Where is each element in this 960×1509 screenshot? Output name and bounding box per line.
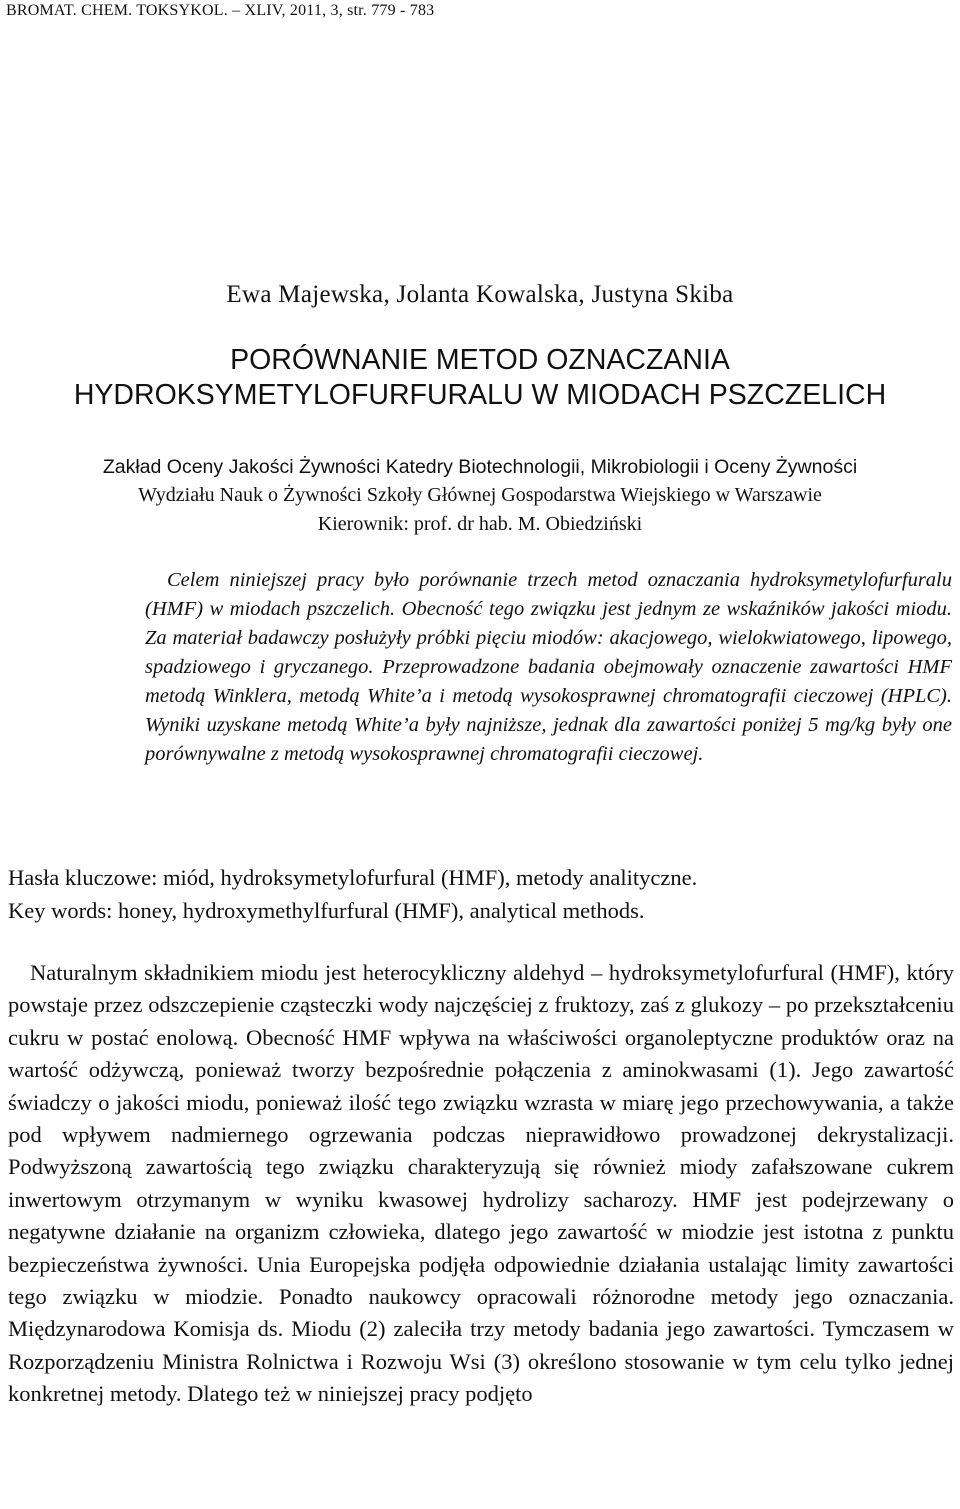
running-head: BROMAT. CHEM. TOKSYKOL. – XLIV, 2011, 3, str. 779 - 783 (6, 2, 435, 19)
head-of-department: Kierownik: prof. dr hab. M. Obiedziński (317, 513, 643, 535)
body-text (8, 957, 954, 1411)
body-paragraph: Naturalnym składnikiem miodu jest heterocykliczny aldehyd – hydroksymetylofurfural (HMF), który powstaje przez odszczepienie cząsteczki wody najczęściej z fruktozy, zaś z glukozy – po przekształceniu cukru w postać enolową. Obecność HMF wpływa na właściwości organoleptyczne produktów oraz na wartość odżywczą, ponieważ tworzy bezpośrednie połączenia z aminokwasami (1). Jego zawartość świadczy o jakości miodu, ponieważ ilość tego związku wzrasta w miarę jego przechowywania, a także pod wpływem nadmiernego ogrzewania podczas nieprawidłowo prowadzonej dekrystalizacji. Podwyższoną zawartością tego związku charakteryzują się również miody zafałszowane cukrem inwertowym otrzymanym w wyniku kwasowej hydrolizy sacharozy. HMF jest podejrzewany o negatywne działanie na organizm człowieka, dlatego jego zawartość w miodzie jest istotna z punktu bezpieczeństwa żywności. Unia Europejska podjęła odpowiednie działania ustalając limity zawartości tego związku w miodzie. Ponadto naukowcy opracowali różnorodne metody jego oznaczania. Międzynarodowa Komisja ds. Miodu (2) zaleciła trzy metody badania jego zawartości. Tymczasem w Rozporządzeniu Ministra Rolnictwa i Rozwoju Wsi (3) określono stosowanie w tym celu tylko jednej konkretnej metody. Dlatego też w niniejszej pracy podjęto (8, 960, 954, 1407)
keywords-english: Key words: honey, hydroxymethylfurfural (HMF), analytical methods. (8, 898, 645, 923)
keywords-polish: Hasła kluczowe: miód, hydroksymetylofurfural (HMF), metody analityczne. (8, 865, 698, 890)
title-line-1: PORÓWNANIE METOD OZNACZANIA (230, 344, 730, 376)
affiliation-line-1: Zakład Oceny Jakości Żywności Katedry Biotechnologii, Mikrobiologii i Oceny Żywności (102, 456, 858, 478)
article-title (0, 343, 960, 413)
affiliation-line-2: Wydziału Nauk o Żywności Szkoły Głównej Gospodarstwa Wiejskiego w Warszawie (138, 484, 822, 506)
keywords-block (8, 861, 697, 927)
abstract-text: Celem niniejszej pracy było porównanie trzech metod oznaczania hydroksymetylofurfuralu (HMF) w miodach pszczelich. Obecność tego związku jest jednym ze wskaźników jakości miodu. Za materiał badawczy posłużyły próbki pięciu miodów: akacjowego, wielokwiatowego, lipowego, spadziowego i gryczanego. Przeprowadzone badania obejmowały oznaczenie zawartości HMF metodą Winklera, metodą White’a i metodą wysokosprawnej chromatografii cieczowej (HPLC). Wyniki uzyskane metodą White’a były najniższe, jednak dla zawartości poniżej 5 mg/kg były one porównywalne z metodą wysokosprawnej chromatografii cieczowej. (145, 569, 952, 765)
author-list: Ewa Majewska, Jolanta Kowalska, Justyna Skiba (226, 281, 734, 308)
title-line-2: HYDROKSYMETYLOFURFURALU W MIODACH PSZCZELICH (73, 379, 887, 411)
affiliation-block (0, 453, 960, 538)
abstract (145, 566, 952, 769)
